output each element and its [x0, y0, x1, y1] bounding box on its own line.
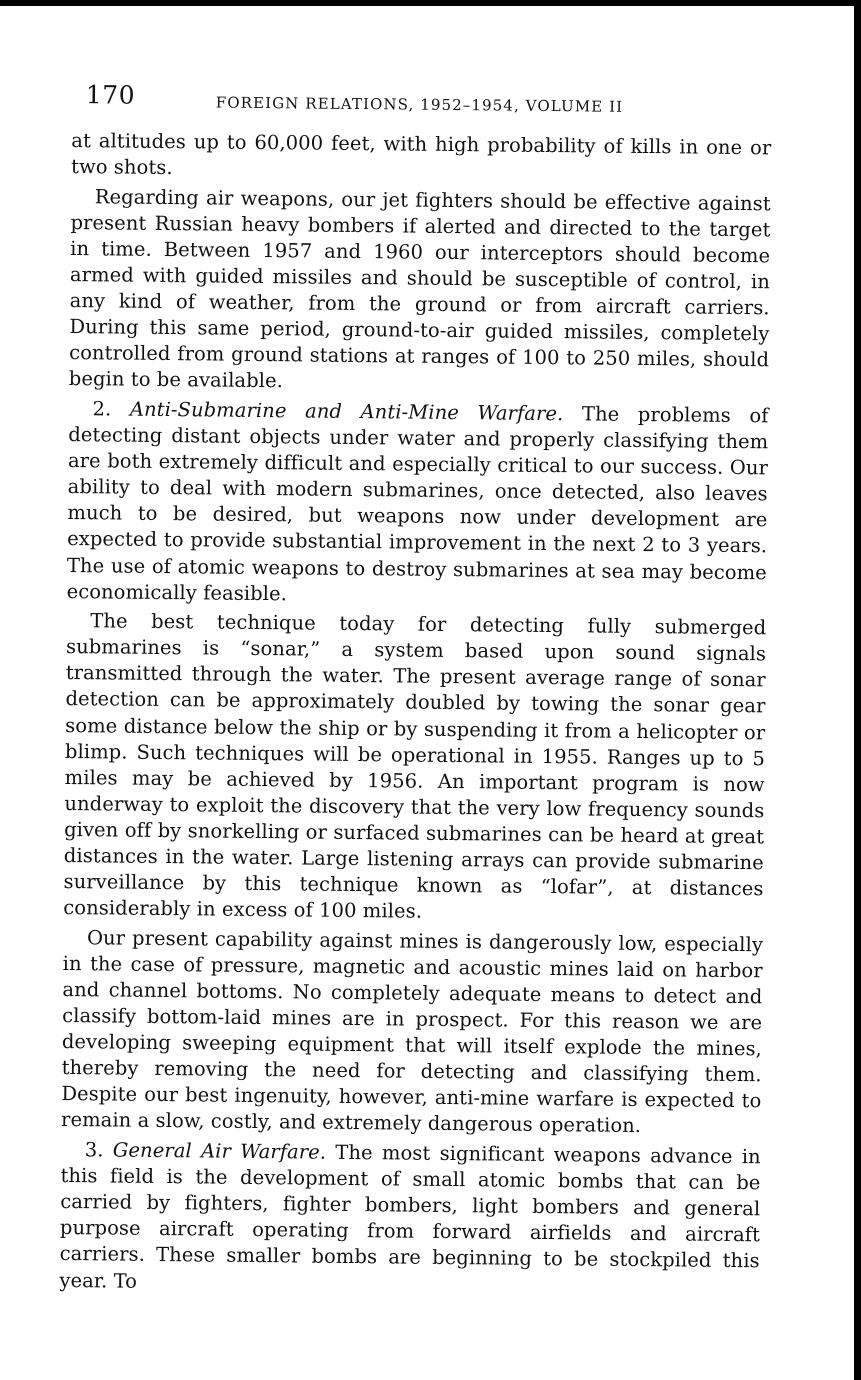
- scan-edge-top: [0, 0, 861, 6]
- paragraph-text: at altitudes up to 60,000 feet, with high probability of kills in one or two shots.: [70, 128, 772, 180]
- paragraph-2: [69, 184, 771, 400]
- running-title: FOREIGN RELATIONS, 1952–1954, VOLUME II: [215, 93, 624, 116]
- paragraph-3: [67, 396, 769, 612]
- section-heading: Anti-Submarine and Anti-Mine Warfare.: [129, 397, 564, 426]
- running-head: [71, 80, 771, 135]
- paragraph-6: [59, 1137, 761, 1301]
- section-heading: General Air Warfare.: [112, 1138, 327, 1164]
- scan-edge-right: [854, 0, 861, 1380]
- paragraph-text: The problems of detecting distant objects under water and properly classifying them are both extremely difficult and especially critical to our success. Our ability to deal with modern submarines, once detected, also leaves much to be desired, but weapons now under development are expected to provide substantial improvement in the next 2 to 3 years. The use of atomic weapons to destroy submarines at sea may become economically feasible.: [66, 402, 769, 605]
- paragraph-text: Regarding air weapons, our jet fighters should be effective against present Russian heavy bombers if alerted and directed to the target in time. Between 1957 and 1960 our interceptors should become armed with guided missiles and should be susceptible of control, in any kind of weather, from the ground or from aircraft carriers. During this same period, ground-to-air guided missiles, completely controlled from ground stations at ranges of 100 to 250 miles, should begin to be available.: [68, 184, 771, 393]
- paragraph-4: [63, 608, 766, 928]
- document-page: [59, 80, 772, 1304]
- paragraph-text: Our present capability against mines is dangerously low, especially in the case of pressure, magnetic and acoustic mines laid on harbor and channel bottoms. No completely adequate means to detect and classify bottom-laid mines are in prospect. For this reason we are developing sweeping equipment that will itself explode the mines, thereby removing the need for detecting and classifying them. Despite our best ingenuity, however, anti-mine warfare is expected to remain a slow, costly, and extremely dangerous operation.: [60, 926, 764, 1138]
- paragraph-text: The most significant weapons advance in this field is the development of small atomic bombs that can be carried by fighters, fighter bombers, light bombers and general purpose aircraft operating from forward airfields and aircraft carriers. These smaller bombs are beginning to be stockpiled this year. To: [59, 1140, 761, 1293]
- section-number: 3.: [84, 1138, 104, 1162]
- body-text: [59, 128, 771, 1301]
- paragraph-text: The best technique today for detecting fully submerged submarines is “sonar,” a system based upon sound signals transmitted through the water. The present average range of sonar detection can be approximately doubled by towing the sonar gear some distance below the ship or by suspending it from a helicopter or blimp. Such techniques will be operational in 1955. Ranges up to 5 miles may be achieved by 1956. An important program is now underway to exploit the discovery that the very low frequency sounds given off by snorkelling or surfaced submarines can be heard at great distances in the water. Large listening arrays can provide submarine surveillance by this technique known as “lofar”, at distances considerably in excess of 100 miles.: [63, 609, 767, 923]
- paragraph-5: [61, 925, 763, 1141]
- section-number: 2.: [92, 397, 112, 421]
- page-number: 170: [85, 80, 136, 110]
- paragraph-1: [71, 128, 772, 188]
